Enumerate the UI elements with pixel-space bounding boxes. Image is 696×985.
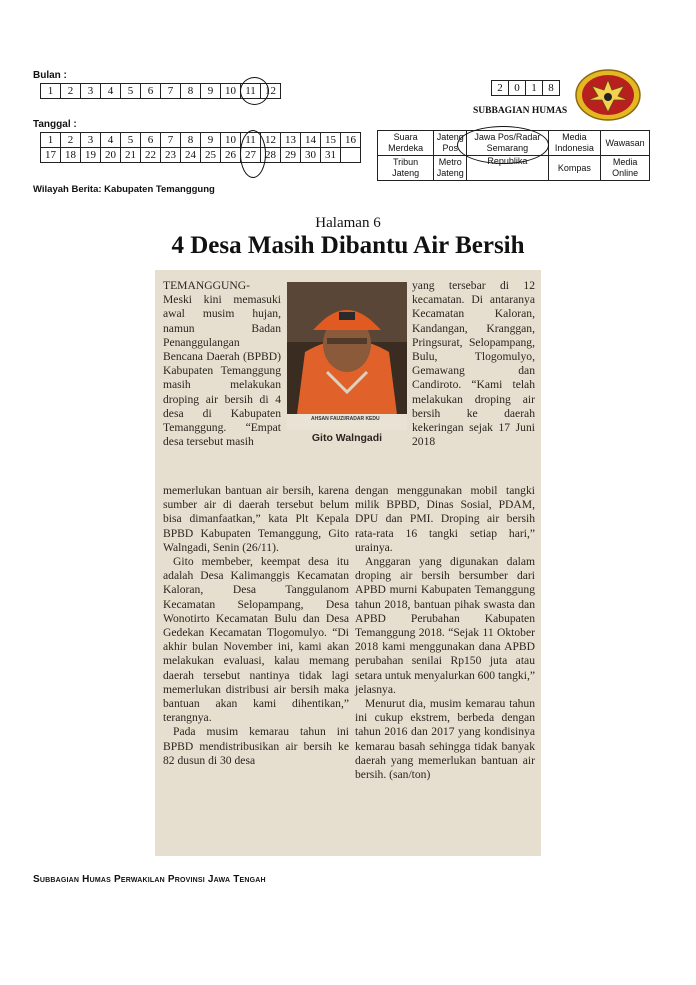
date-cell: 18 xyxy=(61,148,81,163)
date-cell xyxy=(341,148,361,163)
page-number: Halaman 6 xyxy=(315,215,381,231)
date-cell: 26 xyxy=(221,148,241,163)
paragraph: yang tersebar di 12 kecamatan. Di antaranya Kecamatan Kaloran, Kandangan, Kranggan, Pringsurat, Selopampang, Bulu, Tlogomulyo, Gemawang dan Candiroto. “Kami telah melakukan droping air bersih ke daerah kekeringan sejak 17 Juni 2018 xyxy=(412,279,535,449)
date-cell: 16 xyxy=(341,133,361,148)
selected-month-circle xyxy=(240,77,269,105)
paragraph: Anggaran yang digunakan dalam droping air bersih bersumber dari APBD murni Kabupaten Temanggung tahun 2018, bantuan pihak swasta dan APBD Perubahan Kabupaten Temanggung 2018. “Sejak 11 Oktober 2018 kami menggunakan dana APBD perubahan senilai Rp150 juta atau setara untuk menyalurkan 600 tangki,” jelasnya. xyxy=(355,555,535,696)
date-cell: 14 xyxy=(301,133,321,148)
year-grid xyxy=(491,80,560,96)
date-cell: 25 xyxy=(201,148,221,163)
month-cell: 12 xyxy=(261,84,281,99)
month-cell: 2 xyxy=(61,84,81,99)
date-cell: 15 xyxy=(321,133,341,148)
paragraph: TEMANGGUNG- Meski kini memasuki awal musim hujan, namun Badan Penanggulangan Bencana Daerah (BPBD) Kabupaten Temanggung masih melakukan droping air bersih di 4 desa di Kabupaten Temanggung. “Empat desa tersebut masih xyxy=(163,279,281,449)
media-suara-merdeka: Suara Merdeka xyxy=(378,131,434,156)
media-jawa-pos-radar: Jawa Pos/Radar Semarang xyxy=(467,131,548,156)
article-column-2 xyxy=(355,484,535,782)
article-column-1 xyxy=(163,484,349,768)
photo-gito-walngadi xyxy=(287,282,407,430)
date-cell: 2 xyxy=(61,133,81,148)
date-cell: 29 xyxy=(281,148,301,163)
date-cell: 10 xyxy=(221,133,241,148)
date-cell: 3 xyxy=(81,133,101,148)
date-cell: 21 xyxy=(121,148,141,163)
portrait-image xyxy=(287,282,407,430)
year-digit-cell: 0 xyxy=(509,81,526,96)
media-online: Media Online xyxy=(601,156,650,181)
tanggal-label: Tanggal : xyxy=(33,119,77,130)
tanggal-grid xyxy=(40,132,361,163)
month-cell: 9 xyxy=(201,84,221,99)
paragraph: Gito membeber, keempat desa itu adalah Desa Kalimanggis Kecamatan Kaloran, Desa Tanggulanom Kecamatan Selopampang, Desa Wonotirto Kecamatan Bulu dan Desa Gedekan Kecamatan Tlogomulyo. “Di akhir bulan November ini, kami akan melakukan evaluasi, kalau memang daerah tersebut nantinya tidak lagi memerlukan distribusi air bersih maka bantuan akan kami dihentikan,” terangnya. xyxy=(163,555,349,725)
date-cell: 5 xyxy=(121,133,141,148)
date-cell: 11 xyxy=(241,133,261,148)
month-cell: 8 xyxy=(181,84,201,99)
month-cell: 11 xyxy=(241,84,261,99)
media-metro-jateng: Metro Jateng xyxy=(434,156,467,181)
wilayah-berita: Wilayah Berita: Kabupaten Temanggung xyxy=(33,184,215,195)
article-column-2-top xyxy=(412,279,535,449)
month-cell: 1 xyxy=(41,84,61,99)
date-cell: 28 xyxy=(261,148,281,163)
media-kompas: Kompas xyxy=(548,156,601,181)
month-cell: 7 xyxy=(161,84,181,99)
media-indonesia: Media Indonesia xyxy=(548,131,601,156)
photo-credit: AHSAN FAUZI/RADAR KEDU xyxy=(311,416,380,422)
date-cell: 31 xyxy=(321,148,341,163)
office-name: SUBBAGIAN HUMAS xyxy=(473,106,568,116)
paragraph: Menurut dia, musim kemarau tahun ini cukup ekstrem, berbeda dengan tahun 2016 dan 2017 yang kondisinya kemarau basah sehingga tidak banyak daerah yang memerlukan bantuan air bersih. (san/ton) xyxy=(355,697,535,782)
month-cell: 6 xyxy=(141,84,161,99)
media-jateng-pos: Jateng Pos xyxy=(434,131,467,156)
date-cell: 12 xyxy=(261,133,281,148)
date-cell: 1 xyxy=(41,133,61,148)
bulan-label: Bulan : xyxy=(33,70,67,81)
date-cell: 6 xyxy=(141,133,161,148)
year-digit-cell: 8 xyxy=(543,81,560,96)
newspaper-clipping xyxy=(155,270,541,856)
date-cell: 22 xyxy=(141,148,161,163)
month-cell: 5 xyxy=(121,84,141,99)
media-wawasan: Wawasan xyxy=(601,131,650,156)
media-tribun-jateng: Tribun Jateng xyxy=(378,156,434,181)
date-cell: 19 xyxy=(81,148,101,163)
month-cell: 10 xyxy=(221,84,241,99)
date-cell: 30 xyxy=(301,148,321,163)
paragraph: Pada musim kemarau tahun ini BPBD mendistribusikan air bersih ke 82 dusun di 30 desa xyxy=(163,725,349,767)
date-cell: 27 xyxy=(241,148,261,163)
date-cell: 8 xyxy=(181,133,201,148)
paragraph: memerlukan bantuan air bersih, karena sumber air di daerah tersebut belum bisa dimanfaatkan,” kata Plt Kepala BPBD Kabupaten Temanggung, Gito Walngadi, Senin (26/11). xyxy=(163,484,349,554)
selected-date-circle xyxy=(240,130,266,178)
date-cell: 17 xyxy=(41,148,61,163)
date-cell: 24 xyxy=(181,148,201,163)
year-digit-cell: 2 xyxy=(492,81,509,96)
footer-office: Subbagian Humas Perwakilan Provinsi Jawa Tengah xyxy=(33,874,266,885)
month-cell: 4 xyxy=(101,84,121,99)
month-cell: 3 xyxy=(81,84,101,99)
date-cell: 13 xyxy=(281,133,301,148)
date-cell: 4 xyxy=(101,133,121,148)
photo-caption: Gito Walngadi xyxy=(311,432,383,444)
date-cell: 23 xyxy=(161,148,181,163)
selected-media-circle xyxy=(457,126,549,164)
headline: 4 Desa Masih Dibantu Air Bersih xyxy=(171,232,525,259)
date-cell: 20 xyxy=(101,148,121,163)
paragraph: dengan menggunakan mobil tangki milik BPBD, Dinas Sosial, PDAM, DPU dan PMI. Droping air bersih rata-rata 16 tangki setiap hari,” urainya. xyxy=(355,484,535,554)
date-cell: 9 xyxy=(201,133,221,148)
article-column-1-top xyxy=(163,279,281,449)
garuda-emblem-icon xyxy=(574,68,642,122)
media-republika: Republika xyxy=(467,156,548,181)
year-digit-cell: 1 xyxy=(526,81,543,96)
date-cell: 7 xyxy=(161,133,181,148)
